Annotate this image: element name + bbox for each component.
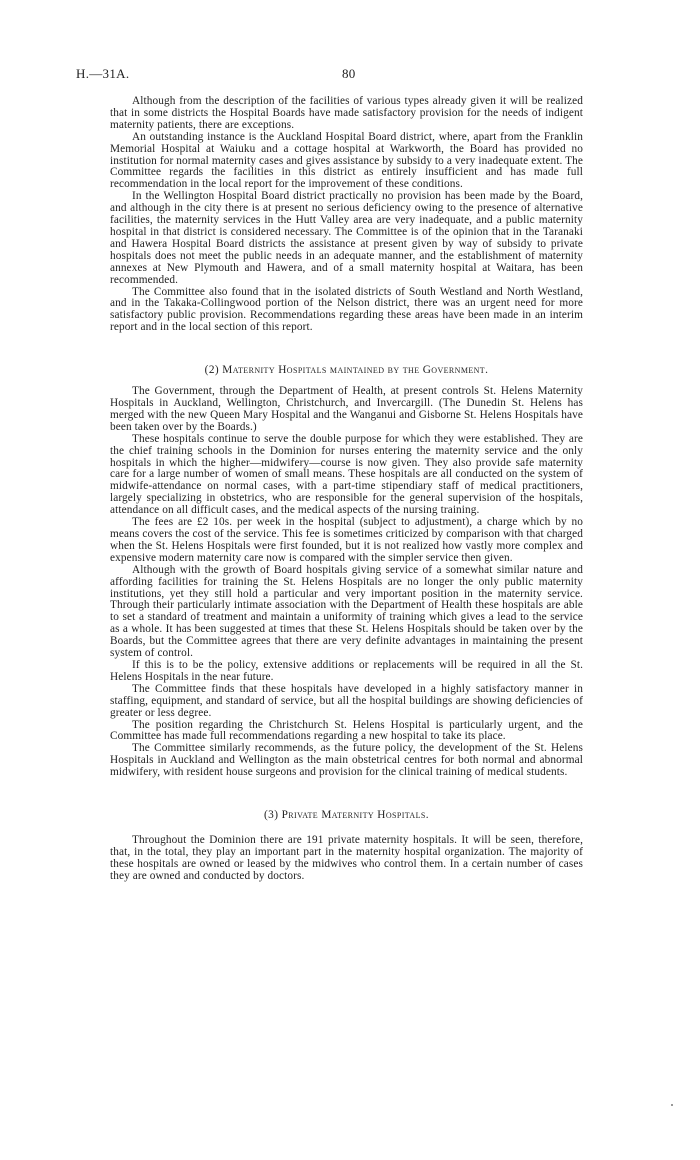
paragraph: If this is to be the policy, extensive additions or replacements will be required in all the St. Helens Hospitals in the near future.	[110, 658, 583, 683]
paragraph: The Committee similarly recommends, as the future policy, the development of the St. Helens Hospitals in Auckland and Wellington as the main obstetrical centres for both normal and abnormal midwifery, with resident house surgeons and provision for the clinical training of medical students.	[110, 742, 583, 779]
document-reference: H.—31A.	[76, 66, 130, 81]
section-heading: (2) Maternity Hospitals maintained by the Government.	[204, 364, 489, 377]
paragraph: The Government, through the Department of Health, at present controls St. Helens Maternity Hospitals in Auckland, Wellington, Christchurch, and Invercargill. (The Dunedin St. Helens has merged with the new Queen Mary Hospital and the Wanganui and Gisborne St. Helens Hospitals have been taken over by the Boards.)	[110, 385, 583, 433]
paragraph: Although with the growth of Board hospitals giving service of a somewhat similar nature and affording facilities for training the St. Helens Hospitals are no longer the only public maternity institutions, yet they still hold a particular and very important position in the maternity service. Through their particularly intimate association with the Department of Health these hospitals are able to set a standard of treatment and maintain a uniformity of training which gives a lead to the service as a whole. It has been suggested at times that these St. Helens Hospitals should be taken over by the Boards, but the Committee agrees that there are very definite advantages in maintaining the present system of control.	[110, 563, 583, 660]
scan-speck	[671, 1104, 673, 1106]
paragraph: The Committee also found that in the isolated districts of South Westland and North Westland, and in the Takaka-Collingwood portion of the Nelson district, there was an urgent need for more satisfactory public provision. Recommendations regarding these areas have been made in an interim report and in the local section of this report.	[110, 285, 583, 334]
paragraph: The position regarding the Christchurch St. Helens Hospital is particularly urgent, and the Committee has made full recommendations regarding a new hospital to take its place.	[110, 718, 583, 743]
paragraph: An outstanding instance is the Auckland Hospital Board district, where, apart from the Franklin Memorial Hospital at Waiuku and a cottage hospital at Warkworth, the Board has provided no institution for normal maternity cases and gives assistance by subsidy to a very inadequate extent. The Committee regards the facilities in this district as entirely insufficient and has made full recommendation in the local report for the improvement of these conditions.	[110, 130, 583, 191]
page-number: 80	[342, 66, 356, 81]
body-text	[110, 96, 583, 883]
paragraph: The fees are £2 10s. per week in the hospital (subject to adjustment), a charge which by no means covers the cost of the service. This fee is sometimes criticized by comparison with that charged when the St. Helens Hospitals were first founded, but it is not realized how vastly more complex and expensive modern maternity care now is compared with the simpler service then given.	[110, 516, 583, 564]
paragraph: These hospitals continue to serve the double purpose for which they were established. They are the chief training schools in the Dominion for nurses entering the maternity service and the only hospitals in which the higher—midwifery—course is now given. They also provide safe maternity care for a large number of women of small means. These hospitals are all conducted on the system of midwife-attendance on normal cases, with a part-time stipendiary staff of medical practitioners, largely specializing in obstetrics, who are responsible for the general supervision of the hospitals, attendance on all difficult cases, and the medical aspects of the nursing training.	[110, 432, 583, 517]
paragraph: The Committee finds that these hospitals have developed in a highly satisfactory manner in staffing, equipment, and standard of service, but all the hospital buildings are showing deficiencies of greater or less degree.	[110, 682, 583, 719]
paragraph: Throughout the Dominion there are 191 private maternity hospitals. It will be seen, therefore, that, in the total, they play an important part in the maternity hospital organization. The majority of these hospitals are owned or leased by the midwives who control them. In a certain number of cases they are owned and conducted by doctors.	[110, 834, 583, 882]
paragraph: In the Wellington Hospital Board district practically no provision has been made by the Board, and although in the city there is at present no serious deficiency owing to the presence of alternative facilities, the maternity services in the Hutt Valley area are very inadequate, and a public maternity hospital in that district is considered necessary. The Committee is of the opinion that in the Taranaki and Hawera Hospital Board districts the assistance at present given by way of subsidy to private hospitals does not meet the public needs in an adequate manner, and the establishment of maternity annexes at New Plymouth and Hawera, and of a small maternity hospital at Waitara, has been recommended.	[110, 190, 583, 286]
section-heading: (3) Private Maternity Hospitals.	[264, 809, 429, 822]
paragraph: Although from the description of the facilities of various types already given it will be realized that in some districts the Hospital Boards have made satisfactory provision for the needs of indigent maternity patients, there are exceptions.	[110, 95, 583, 131]
